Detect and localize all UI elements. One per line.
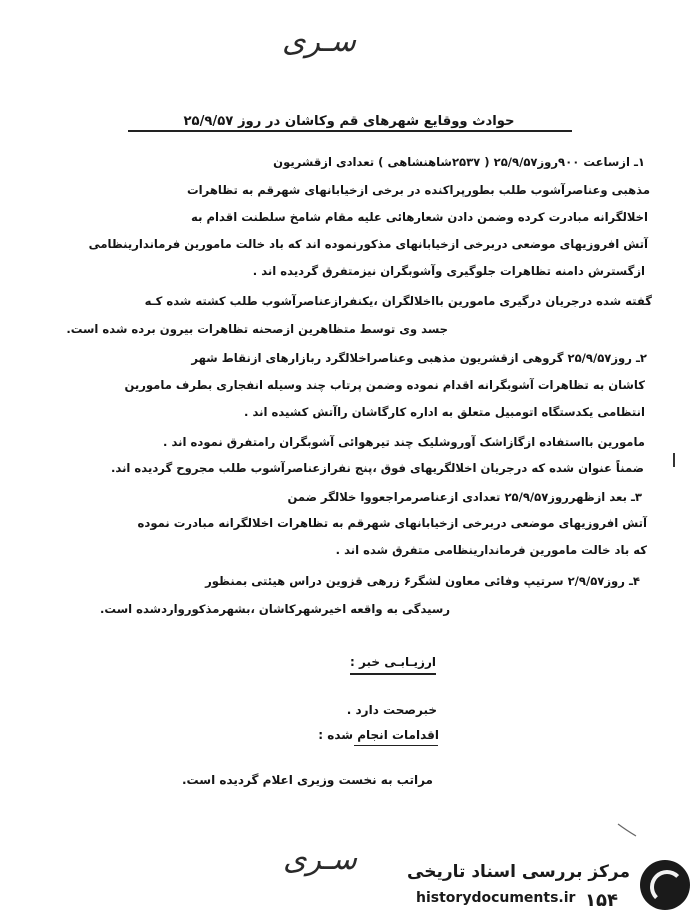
classification-stamp-bottom: سـری (283, 842, 357, 877)
paragraph-1-line-3: اخلالگرانه مبادرت کرده وضمن دادن شعارهائی علیه مقام شامخ سلطنت اقدام به (191, 210, 648, 224)
paragraph-1-line-6: گفته شده درجریان درگیری مامورین بااخلالگران ،یکنفرازعناصرآشوب طلب کشته شده کـه (144, 294, 652, 308)
classification-stamp-top: سـری (282, 24, 356, 59)
paragraph-1-line-1: ۱ـ ازساعت ۹۰۰روز۲۵/۹/۵۷ ( ۲۵۳۷شاهنشاهی ) تعدادی ازقشریون (273, 155, 645, 169)
paragraph-3-line-2: آتش افروزیهای موضعی دربرخی ازخیابانهای شهرقم به تظاهرات اخلالگرانه مبادرت نموده (137, 516, 647, 530)
title-underline (128, 130, 572, 132)
paragraph-1-line-5: ازگسترش دامنه تظاهرات جلوگیری وآشوبگران نیزمتفرق گردیده اند . (252, 264, 645, 278)
paragraph-1-line-2: مذهبی وعناصرآشوب طلب بطورپراکنده در برخی ازخیابانهای شهرقم به تظاهرات (187, 183, 650, 197)
paragraph-2-line-5: ضمناً عنوان شده که درجریان اخلالگریهای فوق ،پنج نفرازعناصرآشوب طلب مجروح گردیده اند. (110, 461, 644, 475)
actions-heading-underline (354, 745, 438, 746)
paragraph-2-line-4: مامورین بااستفاده ازگازاشک آوروشلیک چند تیرهوائی آشوبگران رامتفرق نموده اند . (163, 435, 645, 449)
actions-value: مراتب به نخست وزیری اعلام گردیده است. (182, 773, 433, 787)
paragraph-4-line-2: رسیدگی به واقعه اخیرشهرکاشان ،بشهرمذکورواردشده است. (100, 602, 450, 616)
assessment-heading: ارزیـابـی خبر : (350, 655, 436, 669)
archive-logo-arc-icon (650, 870, 684, 904)
pen-mark-icon (616, 820, 638, 842)
archive-watermark (400, 852, 700, 919)
margin-mark (673, 453, 675, 467)
paragraph-2-line-2: کاشان به تظاهرات آشوبگرانه اقدام نموده وضمن پرتاب چند وسیله انفجاری بطرف مامورین (124, 378, 645, 392)
assessment-heading-underline (350, 673, 436, 675)
archive-title: مرکز بررسی اسناد تاریخی (407, 862, 630, 882)
paragraph-1-line-7: جسد وی توسط متظاهرین ازصحنه تظاهرات بیرون برده شده است. (66, 322, 448, 336)
paragraph-3-line-1: ۳ـ بعد ازظهرروز۲۵/۹/۵۷ تعدادی ازعناصرمراجعووا خلالگر ضمن (287, 490, 642, 504)
document-title-wrap (128, 110, 570, 129)
paragraph-1-line-4: آتش افروزیهای موضعی دربرخی ازخیابانهای مذکورنموده اند که باد خالت مامورین فرماندارینظامی (88, 237, 648, 251)
archive-url[interactable]: historydocuments.ir (416, 890, 576, 906)
paragraph-2-line-3: انتظامی یکدستگاه اتومبیل متعلق به اداره کارگاشان راآتش کشیده اند . (244, 405, 645, 419)
document-title: حوادث ووقایع شهرهای قم وکاشان در روز ۲۵/۹/۵۷ (183, 114, 515, 129)
paragraph-3-line-3: که باد خالت مامورین فرماندارینظامی متفرق شده اند . (335, 543, 647, 557)
actions-heading: اقدامات انجام شده : (318, 728, 439, 742)
paragraph-2-line-1: ۲ـ روز۲۵/۹/۵۷ گروهی ازقشریون مذهبی وعناصراخلالگرد ربازارهای ازنقاط شهر (191, 351, 647, 365)
paragraph-4-line-1: ۴ـ روز۲/۹/۵۷ سرتیپ وفائی معاون لشگر۶ زرهی قزوین دراس هیئتی بمنظور (205, 574, 640, 588)
page-number: ۱۵۴ (585, 890, 618, 911)
assessment-value: خبرصحت دارد . (346, 703, 437, 717)
